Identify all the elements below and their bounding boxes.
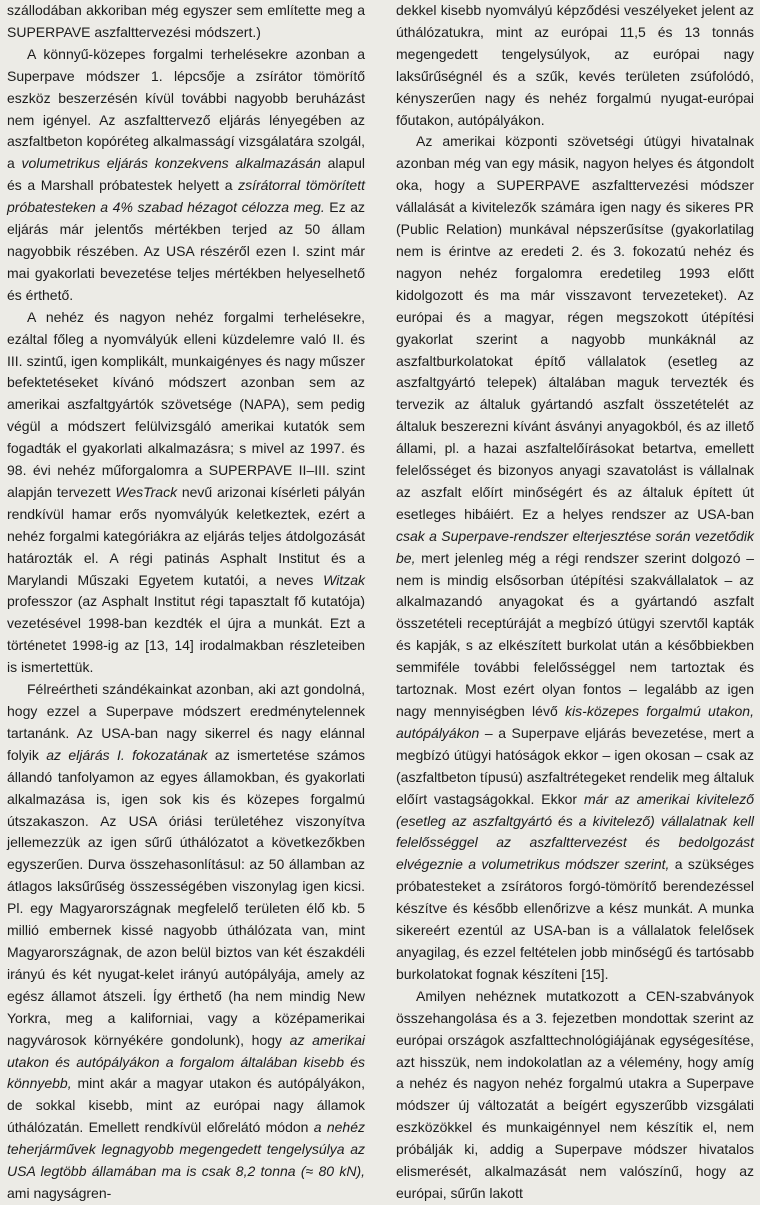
- text-run: ami nagyságren-: [7, 1184, 112, 1201]
- text-run: a szükséges próbatesteket a zsírátoros forgó-tömörítő berendezéssel készítve és később ellenőrizve a kész munkát. A munka sikereért ezentúl az USA-ban is a vállalatok felelősek anyagilag, és ezzel feltételen jobb minőségű és tartósabb burkolatokat fognak készíteni [15].: [396, 856, 755, 982]
- text-run: A könnyű-közepes forgalmi terhelésekre azonban a Superpave módszer 1. lépcsője a zsírátor tömörítő eszköz beszerzésén kívül további nagyobb beruházást nem igényel. Az aszfalttervező eljárás lényegében az aszfaltbeton kopóréteg alkalmasságí vizsgálatára szolgál, a: [7, 45, 365, 172]
- text-run: mint akár a magyar utakon és autópályákon, de sokkal kisebb, mint az európai nagy államok úthálózatán. Emellett rendkívül előrelátó módon: [7, 1075, 365, 1136]
- text-run: Az amerikai központi szövetségi útügyi hivatalnak azonban még van egy másik, nagyon helyes és átgondolt oka, hogy a SUPERPAVE aszfalttervezési módszer vállalását a kivitelezők számára igen nagy és sikeres PR (Public Relation) munkával népszerűsítse (gyakorlatilag nem is érintve az eredeti 2. és 3. fokozatú nehéz és nagyon nehéz forgalomra eredetileg 1993 előtt kidolgozott és ma már visszavont tervezeteket). Az európai és a magyar, régen megszokott útépítési gyakorlat szerint a nagyobb munkáknál az aszfaltburkolatokat építő vállalatok (esetleg az aszfaltgyártó telepek) általában maguk tervezték és tervezik az általuk gyártandó aszfalt összetételét az általuk beszerezni kívánt ásványi anyagokból, és az illető állami, pl. a hazai aszfaltelőírásokat betartva, emellett felelősséget és bizonyos anyagi szavatolást is vállalnak az aszfalt előírt minőségért és az általuk épített út esetleges hibáiért. Ez a helyes rendszer az USA-ban: [396, 133, 754, 522]
- emphasis: kis-közepes forgalmú utakon, autópályákon: [396, 703, 754, 741]
- text-run: Félreértheti szándékainkat azonban, aki azt gondolná, hogy ezzel a Superpave módszert eredménytelennek tartanánk. Az USA-ban nagy sikerrel és nagy elánnal folyik: [7, 681, 365, 763]
- left-column: [7, 0, 365, 1205]
- text-run: az ismertetése számos állandó tanfolyamon az egyes államokban, és gyakorlati alkalmazása is, igen sok kis és közepes forgalmú útszakaszon. Az USA óriási területéhez viszonyítva jellemezzük az igen sűrű úthálózatot a következőkben egyszerűen. Durva összehasonlításul: az 50 államban az átlagos laksűrűség összességében viszonylag igen kicsi. Pl. egy Magyarországnak megfelelő területen élő kb. 5 millió embernek kissé nagyobb úthálózata van, mint Magyarországnak, de azon belül biztos van két északdéli irányú és két nyugat-kelet irányú autópályája, amely az egész államot átszeli. Így érthető (ha nem mindig New Yorkra, meg a kaliforniai, vagy a középamerikai nagyvárosok környékére gondolunk), hogy: [7, 746, 365, 1048]
- text-run: – a Superpave eljárás bevezetése, mert a megbízó útügyi hatóságok ekkor – igen okosan – csak az (aszfaltbeton típusú) aszfaltrétegeket rendelik meg általuk előírt vastagságokkal. Ekkor: [396, 724, 754, 807]
- paragraph-usa-network: [7, 679, 365, 1205]
- paragraph-continuation: dekkel kisebb nyomvályú képződési veszélyeket jelent az úthálózatukra, mint az európai 11,5 és 13 tonnás megengedett tengelysúlyok, az európai nagy laksűrűségnél és a szűk, kevés területen zsúfolódó, kényszerűen nagy és nehéz forgalmú nyugat-európai főutakon, autópályákon.: [396, 2, 754, 128]
- text-run: Ez az eljárás már jelentős mértékben terjed az 50 állam nagyobbik részében. Az USA részéről ezen I. szint már mai gyakorlati bevezetése teljes mértékben helyeselhető és érthető.: [7, 199, 365, 303]
- emphasis: volumetrikus eljárás konzekvens alkalmazásán: [21, 155, 321, 172]
- emphasis: Witzak: [323, 571, 365, 588]
- emphasis: zsírátorral tömörített próbatesteken a 4% szabad hézagot célozza meg.: [7, 177, 365, 216]
- paragraph-light-traffic: [7, 44, 365, 307]
- text-run: alapul és a Marshall próbatestek helyett a: [7, 155, 365, 194]
- text-run: nevű arizonai kísérleti pályán rendkívül hamar erős nyomvályúk keletkeztek, ezért a nehéz forgalmi kategóriákra az eljárás teljes átdolgozását határozták el. A régi patinás Asphalt Institut és a Marylandi Műszaki Egyetem kutatói, a neves: [7, 483, 366, 588]
- emphasis: a nehéz teherjárművek legnagyobb megengedett tengelysúlya az USA legtöbb államában ma is csak 8,2 tonna (≈ 80 kN),: [7, 1119, 365, 1180]
- text-run: A nehéz és nagyon nehéz forgalmi terhelésekre, ezáltal főleg a nyomvályúk elleni küzdelemre való II. és III. szintű, igen komplikált, munkaigényes és nagy műszer befektetéseket kívánó módszert azonban sem az amerikai aszfaltgyártók szövetsége (NAPA), sem pedig végül a módszert felülvizsgáló amerikai kutatók sem fogadták el gyakorlati alkalmazásra; s mivel az 1997. és 98. évi nehéz műforgalomra a SUPERPAVE II–III. szint alapján tervezett: [7, 308, 365, 500]
- right-column: [396, 0, 754, 1205]
- paragraph-continuation: szállodában akkoriban még egyszer sem említette meg a SUPERPAVE aszfalttervezési módszert.): [7, 2, 365, 40]
- text-run: mert jelenleg még a régi rendszer szerint dolgozó – nem is mindig elsősorban útépítési szakvállalatok – az alkalmazandó anyagokat és a gyártandó aszfalt összetételi receptúráját a megbízó útügyi szervtől kapták és kapják, s az elkészített burkolat után a későbbiekben semmiféle további felelősséggel nem tartoztak és tartoznak. Most ezért olyan fontos – legalább az igen nagy mennyiségben lévő: [396, 549, 754, 719]
- emphasis: az eljárás I. fokozatának: [46, 746, 208, 763]
- paragraph-cen-standards: Amilyen nehéznek mutatkozott a CEN-szabványok összehangolása és a 3. fejezetben mondottak szerint az európai országok aszfalttechnológiájának egységesítése, azt hisszük, nem indokolatlan az a vélemény, hogy amíg a nehéz és nagyon nehéz forgalmú utakra a Superpave módszer új változatát a beígért egyszerűbb vizsgálati eszközökkel és munkaigénnyel nem készítik el, nem próbálják ki, addig a Superpave módszer hivatalos elismerését, alkalmazását nem valószínű, hogy az európai, sűrűn lakott: [396, 987, 754, 1201]
- emphasis: csak a Superpave-rendszer elterjesztése során vezetődik be,: [396, 527, 754, 566]
- emphasis: az amerikai utakon és autópályákon a forgalom általában kisebb és könnyebb,: [7, 1031, 365, 1092]
- emphasis: WesTrack: [115, 483, 178, 500]
- text-run: professzor (az Asphalt Institut régi tapasztalt fő kutatója) vezetésével 1998-ban kezdték el újra a munkát. Ezt a történetet 1998-ig az [13, 14] irodalmakban részleteiben is ismertettük.: [7, 593, 365, 676]
- paragraph-federal-agency: [396, 131, 754, 985]
- emphasis: már az amerikai kivitelező (esetleg az aszfaltgyártó és a kivitelező) vállalatnak kell felelősséggel az aszfalttervezést és bedolgozást elvégeznie a volumetrikus módszer szerint,: [396, 790, 754, 873]
- paragraph-heavy-traffic: [7, 307, 365, 679]
